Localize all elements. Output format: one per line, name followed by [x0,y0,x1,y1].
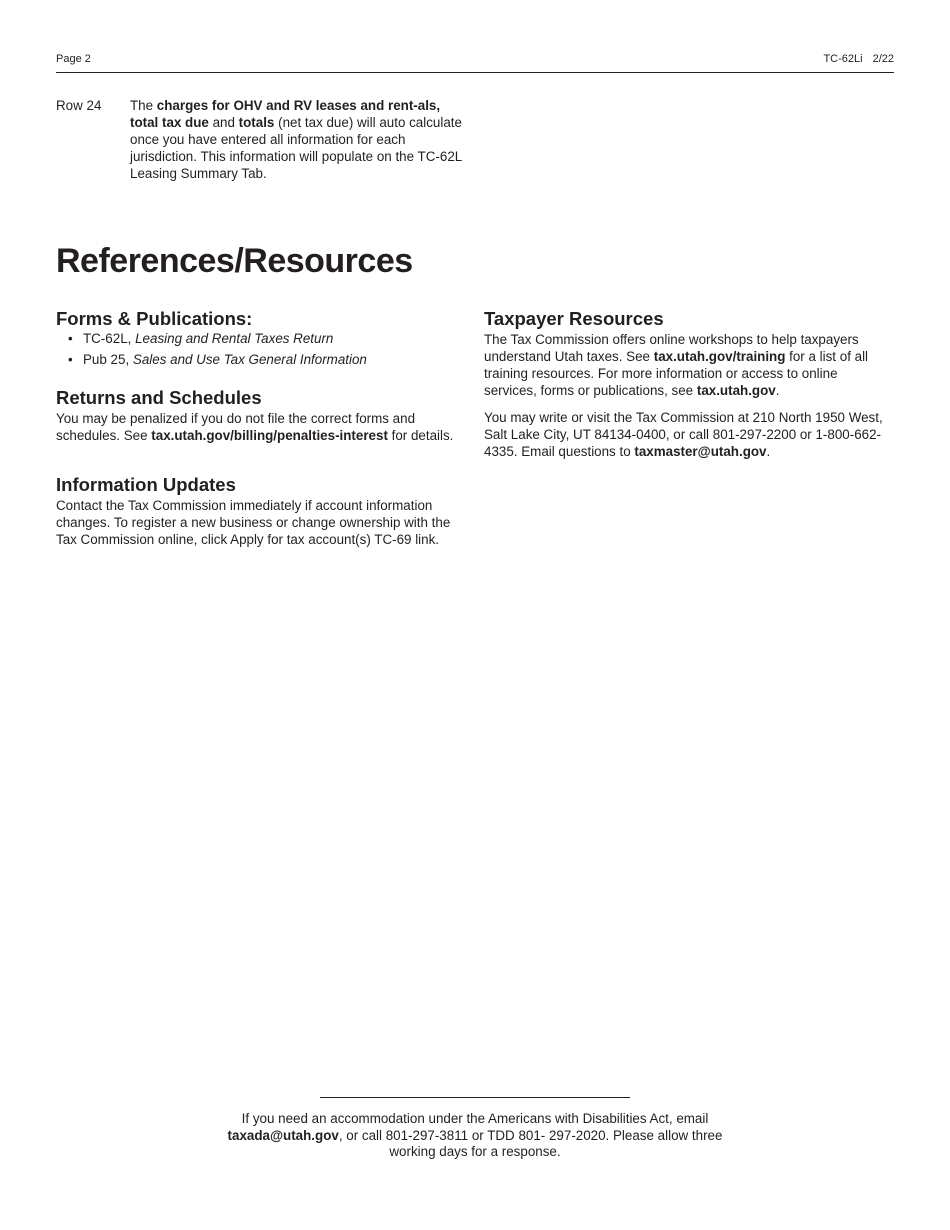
page-header [56,53,894,73]
form-id [823,53,894,65]
form-title: Leasing and Rental Taxes Return [135,331,334,346]
taxpayer-heading: Taxpayer Resources [484,308,664,329]
page-number: Page 2 [56,53,91,65]
text-segment: (net tax due) will auto calculate once you have entered all information for each jurisdiction. This information will populate on the TC-62L Leasing Summary Tab. [130,115,462,181]
footer-divider [320,1097,630,1098]
training-link[interactable]: tax.utah.gov/training [653,349,786,364]
list-item [68,330,468,347]
bold-segment: charges for OHV and RV leases and rent-als, total tax due [130,98,441,130]
text-segment: You may write or visit the Tax Commission at 210 North 1950 West, Salt Lake City, UT 84134-0400, or call 801-297-2200 or 1-800-662-4335. Email questions to [484,410,883,459]
returns-heading: Returns and Schedules [56,387,262,408]
forms-list [56,330,468,368]
taxpayer-paragraph-1 [484,331,884,399]
returns-section [56,387,468,444]
row-24-text [130,97,470,182]
right-column [484,308,884,460]
left-column [56,308,468,548]
row-label: Row 24 [56,98,102,113]
form-code: TC-62Li [823,53,863,65]
references-title: References/Resources [56,242,413,280]
text-segment: and [208,115,239,130]
tax-site-link[interactable]: tax.utah.gov [696,383,776,398]
forms-section [56,308,468,368]
list-item [68,351,468,368]
text-segment: for a list of all training resources. For more information or access to online services, forms or publications, see [484,349,869,398]
bold-segment: totals [238,115,275,130]
taxada-email-link[interactable]: taxada@utah.gov [227,1127,339,1143]
taxmaster-email-link[interactable]: taxmaster@utah.gov [634,444,767,459]
form-title: Sales and Use Tax General Information [132,352,367,367]
form-code: TC-62L, [83,331,132,346]
returns-text [56,410,468,444]
accommodation-notice [205,1111,745,1161]
text-segment: You may be penalized if you do not file the correct forms and schedules. See [56,411,416,443]
text-segment: for details. [387,428,454,443]
form-code: Pub 25, [83,352,130,367]
forms-heading: Forms & Publications: [56,308,253,329]
updates-section [56,474,468,548]
text-segment: If you need an accommodation under the Americans with Disabilities Act, email [241,1111,709,1126]
text-segment: , or call 801-297-3811 or TDD 801- 297-2020. Please allow three working days for a response. [338,1127,723,1159]
taxpayer-paragraph-2 [484,409,884,460]
text-segment: The Tax Commission offers online workshops to help taxpayers understand Utah taxes. See [484,332,859,364]
updates-text: Contact the Tax Commission immediately if account information changes. To register a new business or change ownership with the Tax Commission online, click Apply for tax account(s) TC-69 link. [56,498,451,547]
penalties-link[interactable]: tax.utah.gov/billing/penalties-interest [151,428,388,443]
text-segment: . [766,444,771,459]
form-revision: 2/22 [872,53,894,65]
updates-heading: Information Updates [56,474,236,495]
row-24-instructions [56,97,476,182]
text-segment: . [775,383,780,398]
text-segment: The [130,98,157,113]
